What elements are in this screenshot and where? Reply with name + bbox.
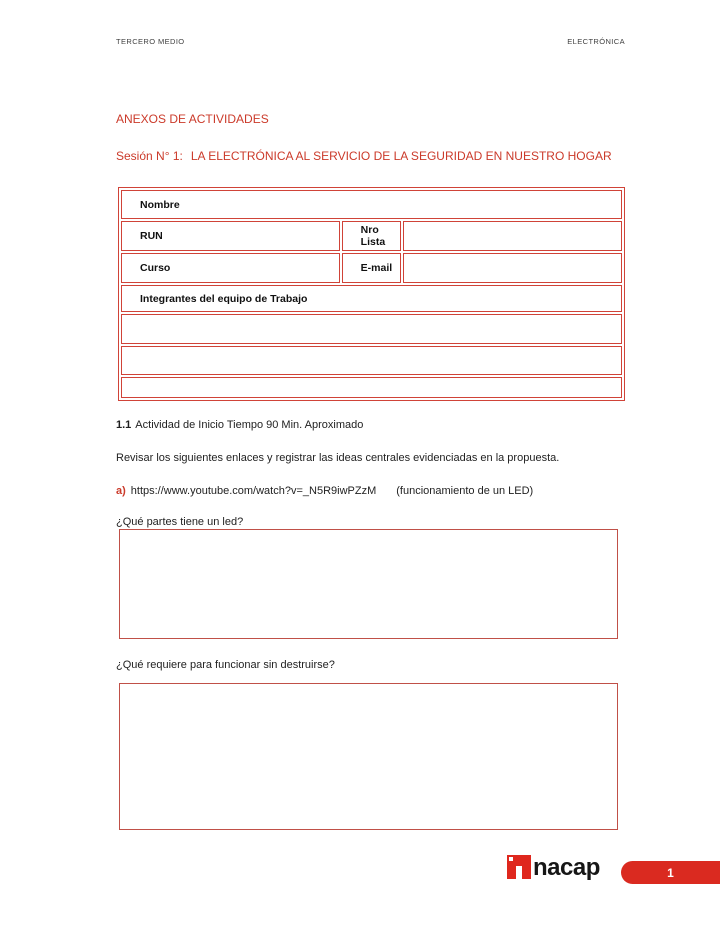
link-item-a — [116, 485, 533, 497]
email-label-cell: E-mail — [342, 253, 402, 283]
page-number: 1 — [667, 865, 674, 880]
page-title: ANEXOS DE ACTIVIDADES — [116, 112, 269, 126]
link-item-marker: a) — [116, 485, 126, 497]
table-row — [121, 314, 622, 344]
activity-heading — [116, 419, 363, 431]
table-row — [121, 285, 622, 312]
inacap-logo-icon — [507, 855, 531, 879]
activity-instruction: Revisar los siguientes enlaces y registrar las ideas centrales evidenciadas en la propuesta. — [116, 452, 560, 464]
integrantes-label-cell: Integrantes del equipo de Trabajo — [121, 285, 622, 312]
run-label-cell[interactable]: RUN — [121, 221, 340, 251]
logo-notch — [516, 866, 522, 879]
answer-box-2[interactable] — [119, 683, 618, 830]
answer-box-1[interactable] — [119, 529, 618, 639]
table-row — [121, 377, 622, 398]
activity-heading-text: Actividad de Inicio Tiempo 90 Min. Aproximado — [135, 419, 364, 431]
curso-label-cell[interactable]: Curso — [121, 253, 340, 283]
session-title-text: LA ELECTRÓNICA AL SERVICIO DE LA SEGURIDAD EN NUESTRO HOGAR — [190, 149, 612, 163]
student-info-table — [118, 187, 625, 401]
email-value-cell[interactable] — [403, 253, 622, 283]
session-title — [116, 149, 612, 163]
header-subject: ELECTRÓNICA — [567, 37, 625, 46]
table-row — [121, 346, 622, 375]
integrante-row-3[interactable] — [121, 377, 622, 398]
integrante-row-2[interactable] — [121, 346, 622, 375]
logo-dot — [509, 857, 513, 861]
youtube-link[interactable]: https://www.youtube.com/watch?v=_N5R9iwPZzM — [130, 485, 377, 497]
question-1: ¿Qué partes tiene un led? — [116, 516, 244, 528]
table-row — [121, 221, 622, 251]
running-header — [116, 37, 625, 46]
table-row — [121, 190, 622, 219]
header-course-level: TERCERO MEDIO — [116, 37, 185, 46]
session-label: Sesión N° 1: — [116, 149, 183, 163]
nro-lista-label-cell: Nro Lista — [342, 221, 402, 251]
integrante-row-1[interactable] — [121, 314, 622, 344]
nombre-label-cell[interactable]: Nombre — [121, 190, 622, 219]
inacap-logo-text: nacap — [533, 854, 600, 881]
inacap-logo — [507, 855, 600, 880]
page-number-badge — [621, 861, 720, 884]
link-item-note: (funcionamiento de un LED) — [396, 485, 534, 497]
question-2: ¿Qué requiere para funcionar sin destruirse? — [116, 659, 335, 671]
nro-lista-value-cell[interactable] — [403, 221, 622, 251]
table-row — [121, 253, 622, 283]
activity-number: 1.1 — [116, 419, 132, 431]
